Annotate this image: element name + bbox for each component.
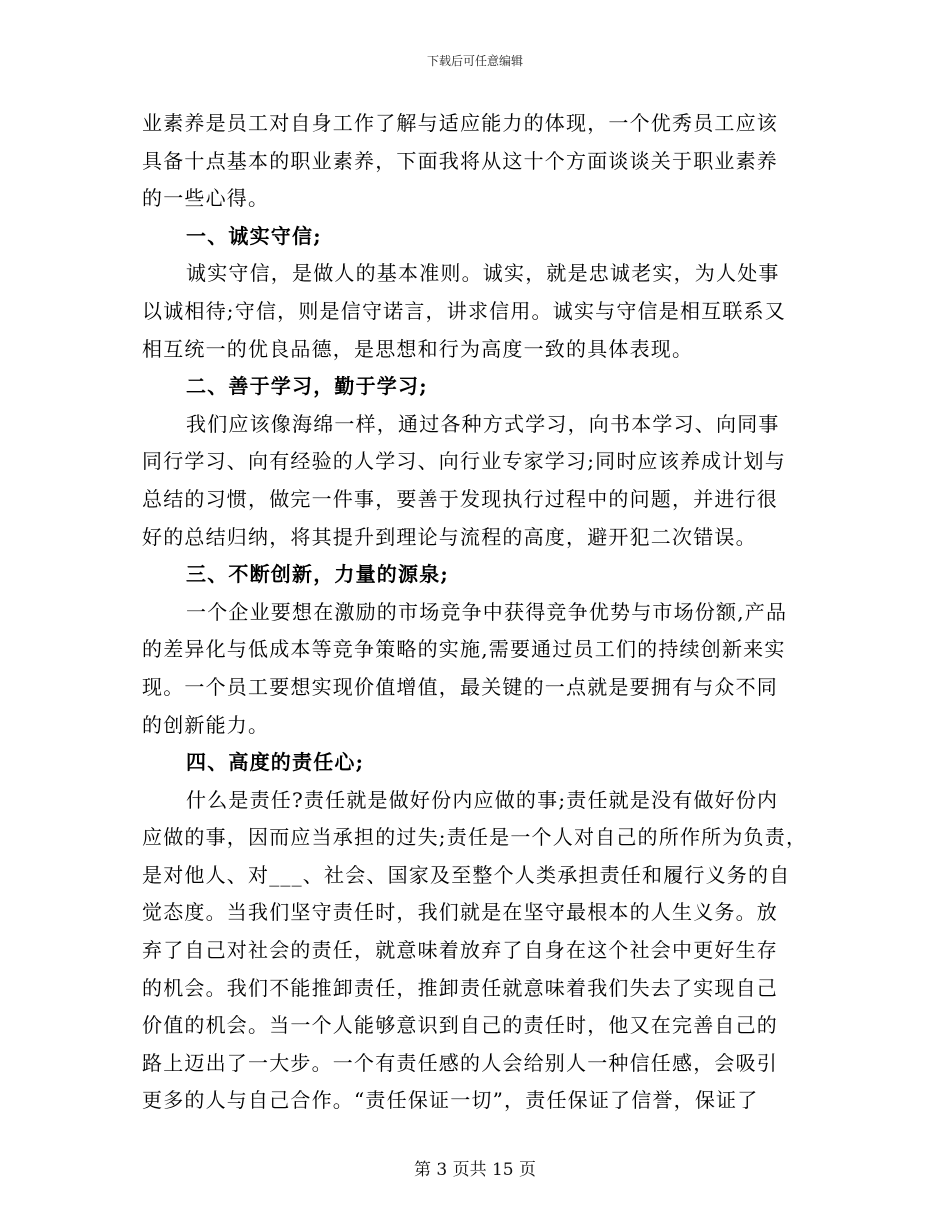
paragraph-line: 一个企业要想在激励的市场竞争中获得竞争优势与市场份额,产品 — [186, 599, 788, 624]
page-header: 下载后可任意编辑 — [426, 54, 523, 68]
page-number: 第 3 页共 15 页 — [413, 1160, 537, 1180]
paragraph-line: 应做的事，因而应当承担的过失;责任是一个人对自己的所作所为负责， — [142, 825, 808, 850]
paragraph-line: 相互统一的优良品德，是思想和行为高度一致的具体表现。 — [142, 336, 694, 361]
paragraph-line: 是对他人、对___、社会、国家及至整个人类承担责任和履行义务的自 — [142, 862, 791, 887]
paragraph-line: 价值的机会。当一个人能够意识到自己的责任时，他又在完善自己的 — [142, 1013, 778, 1038]
paragraph-line: 什么是责任?责任就是做好份内应做的事;责任就是没有做好份内 — [186, 787, 779, 812]
paragraph-line: 业素养是员工对自身工作了解与适应能力的体现，一个优秀员工应该 — [142, 111, 778, 135]
section-heading: 二、善于学习，勤于学习; — [186, 374, 428, 399]
section-heading: 四、高度的责任心; — [186, 750, 365, 775]
paragraph-line: 的差异化与低成本等竞争策略的实施,需要通过员工们的持续创新来实 — [142, 637, 786, 662]
paragraph-line: 以诚相待;守信，则是信守诺言，讲求信用。诚实与守信是相互联系又 — [142, 298, 786, 323]
paragraph-line: 好的总结归纳，将其提升到理论与流程的高度，避开犯二次错误。 — [142, 524, 757, 549]
paragraph-line: 具备十点基本的职业素养，下面我将从这十个方面谈谈关于职业素养 — [142, 148, 778, 173]
paragraph-line: 总结的习惯，做完一件事，要善于发现执行过程中的问题，并进行很 — [142, 486, 778, 511]
paragraph-line: 现。一个员工要想实现价值增值，最关键的一点就是要拥有与众不同 — [142, 674, 778, 699]
paragraph-line: 的机会。我们不能推卸责任，推卸责任就意味着我们失去了实现自己 — [142, 975, 778, 1000]
paragraph-line: 觉态度。当我们坚守责任时，我们就是在坚守最根本的人生义务。放 — [142, 900, 778, 925]
paragraph-line: 我们应该像海绵一样，通过各种方式学习，向书本学习、向同事 — [186, 411, 780, 436]
paragraph-line: 的创新能力。 — [142, 712, 270, 737]
document-body — [142, 105, 814, 1120]
paragraph-line: 更多的人与自己合作。“责任保证一切”，责任保证了信誉，保证了 — [142, 1088, 759, 1113]
paragraph-line: 弃了自己对社会的责任，就意味着放弃了自身在这个社会中更好生存 — [142, 938, 778, 963]
paragraph-line: 诚实守信，是做人的基本准则。诚实，就是忠诚老实，为人处事 — [186, 261, 780, 286]
paragraph-line: 的一些心得。 — [142, 186, 270, 211]
section-heading: 一、诚实守信; — [186, 223, 322, 248]
section-heading: 三、不断创新，力量的源泉; — [186, 562, 449, 587]
paragraph-line: 同行学习、向有经验的人学习、向行业专家学习;同时应该养成计划与 — [142, 449, 786, 474]
paragraph-line: 路上迈出了一大步。一个有责任感的人会给别人一种信任感，会吸引 — [142, 1050, 778, 1075]
